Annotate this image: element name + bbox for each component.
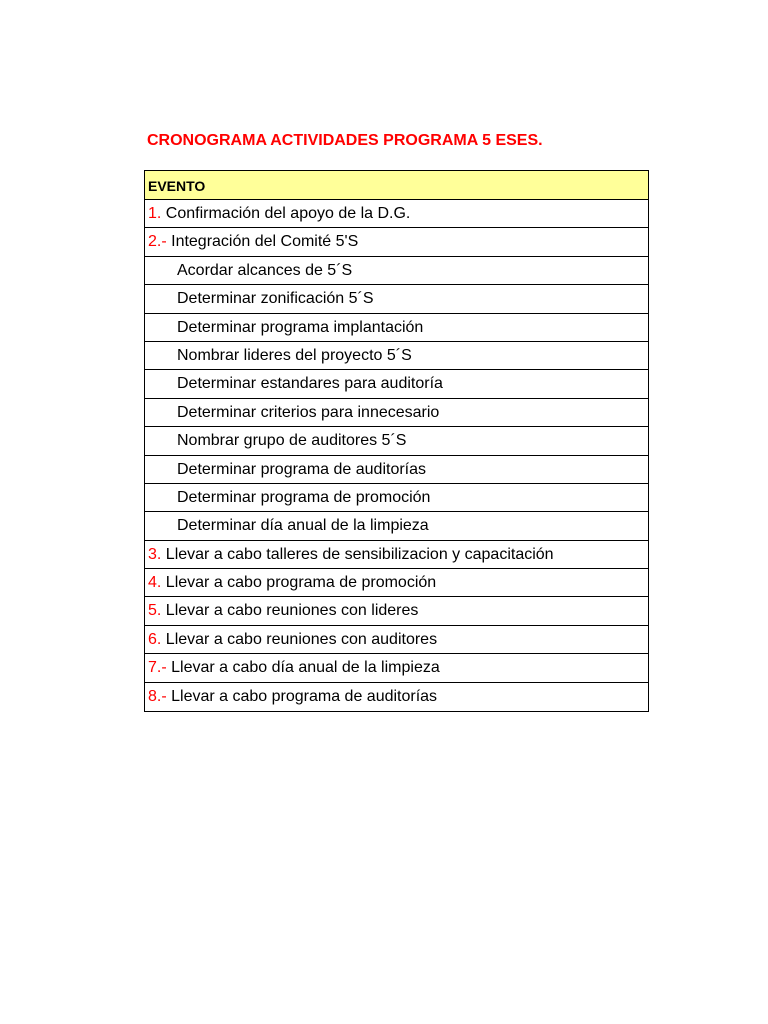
table-row: [145, 512, 648, 540]
row-text: Determinar criterios para innecesario: [177, 403, 440, 421]
row-number: 6.: [148, 630, 162, 648]
table-header: EVENTO: [145, 171, 648, 200]
table-row: [145, 541, 648, 569]
table-row: [145, 654, 648, 682]
row-number: 5.: [148, 602, 162, 620]
table-row: [145, 399, 648, 427]
row-text: Integración del Comité 5'S: [166, 233, 359, 251]
table-row: [145, 257, 648, 285]
table-row: [145, 285, 648, 313]
table-row: [145, 314, 648, 342]
table-row: [145, 228, 648, 256]
row-text: Determinar día anual de la limpieza: [177, 517, 429, 535]
row-text: Llevar a cabo programa de promoción: [161, 574, 437, 592]
row-text: Determinar programa de promoción: [177, 488, 431, 506]
row-text: Determinar programa implantación: [177, 318, 424, 336]
table-row: [145, 569, 648, 597]
table-row: [145, 427, 648, 455]
row-number: 1.: [148, 205, 162, 222]
row-text: Llevar a cabo talleres de sensibilizacion y capacitación: [161, 545, 554, 563]
row-text: Llevar a cabo reuniones con lideres: [161, 602, 419, 620]
row-number: 3.: [148, 545, 162, 563]
row-text: Nombrar lideres del proyecto 5´S: [177, 346, 412, 364]
table-row: [145, 597, 648, 625]
table-row: [145, 626, 648, 654]
row-text: Acordar alcances de 5´S: [177, 261, 353, 279]
row-text: Determinar estandares para auditoría: [177, 375, 443, 393]
row-number: 8.-: [148, 687, 167, 705]
table-row: [145, 342, 648, 370]
events-table: [144, 170, 649, 712]
row-number: 7.-: [148, 659, 167, 677]
row-number: 2.-: [148, 233, 167, 251]
table-row: [145, 370, 648, 398]
table-row: [145, 484, 648, 512]
table-row: [145, 456, 648, 484]
row-number: 4.: [148, 574, 162, 592]
row-text: Llevar a cabo reuniones con auditores: [161, 630, 438, 648]
row-text: Confirmación del apoyo de la D.G.: [161, 205, 411, 222]
row-text: Determinar programa de auditorías: [177, 460, 427, 478]
page-title: CRONOGRAMA ACTIVIDADES PROGRAMA 5 ESES.: [147, 132, 543, 149]
table-row: [145, 683, 648, 711]
row-text: Nombrar grupo de auditores 5´S: [177, 432, 407, 450]
row-text: Llevar a cabo programa de auditorías: [166, 687, 438, 705]
row-text: Llevar a cabo día anual de la limpieza: [166, 659, 440, 677]
table-row: [145, 200, 648, 228]
row-text: Determinar zonificación 5´S: [177, 290, 374, 308]
